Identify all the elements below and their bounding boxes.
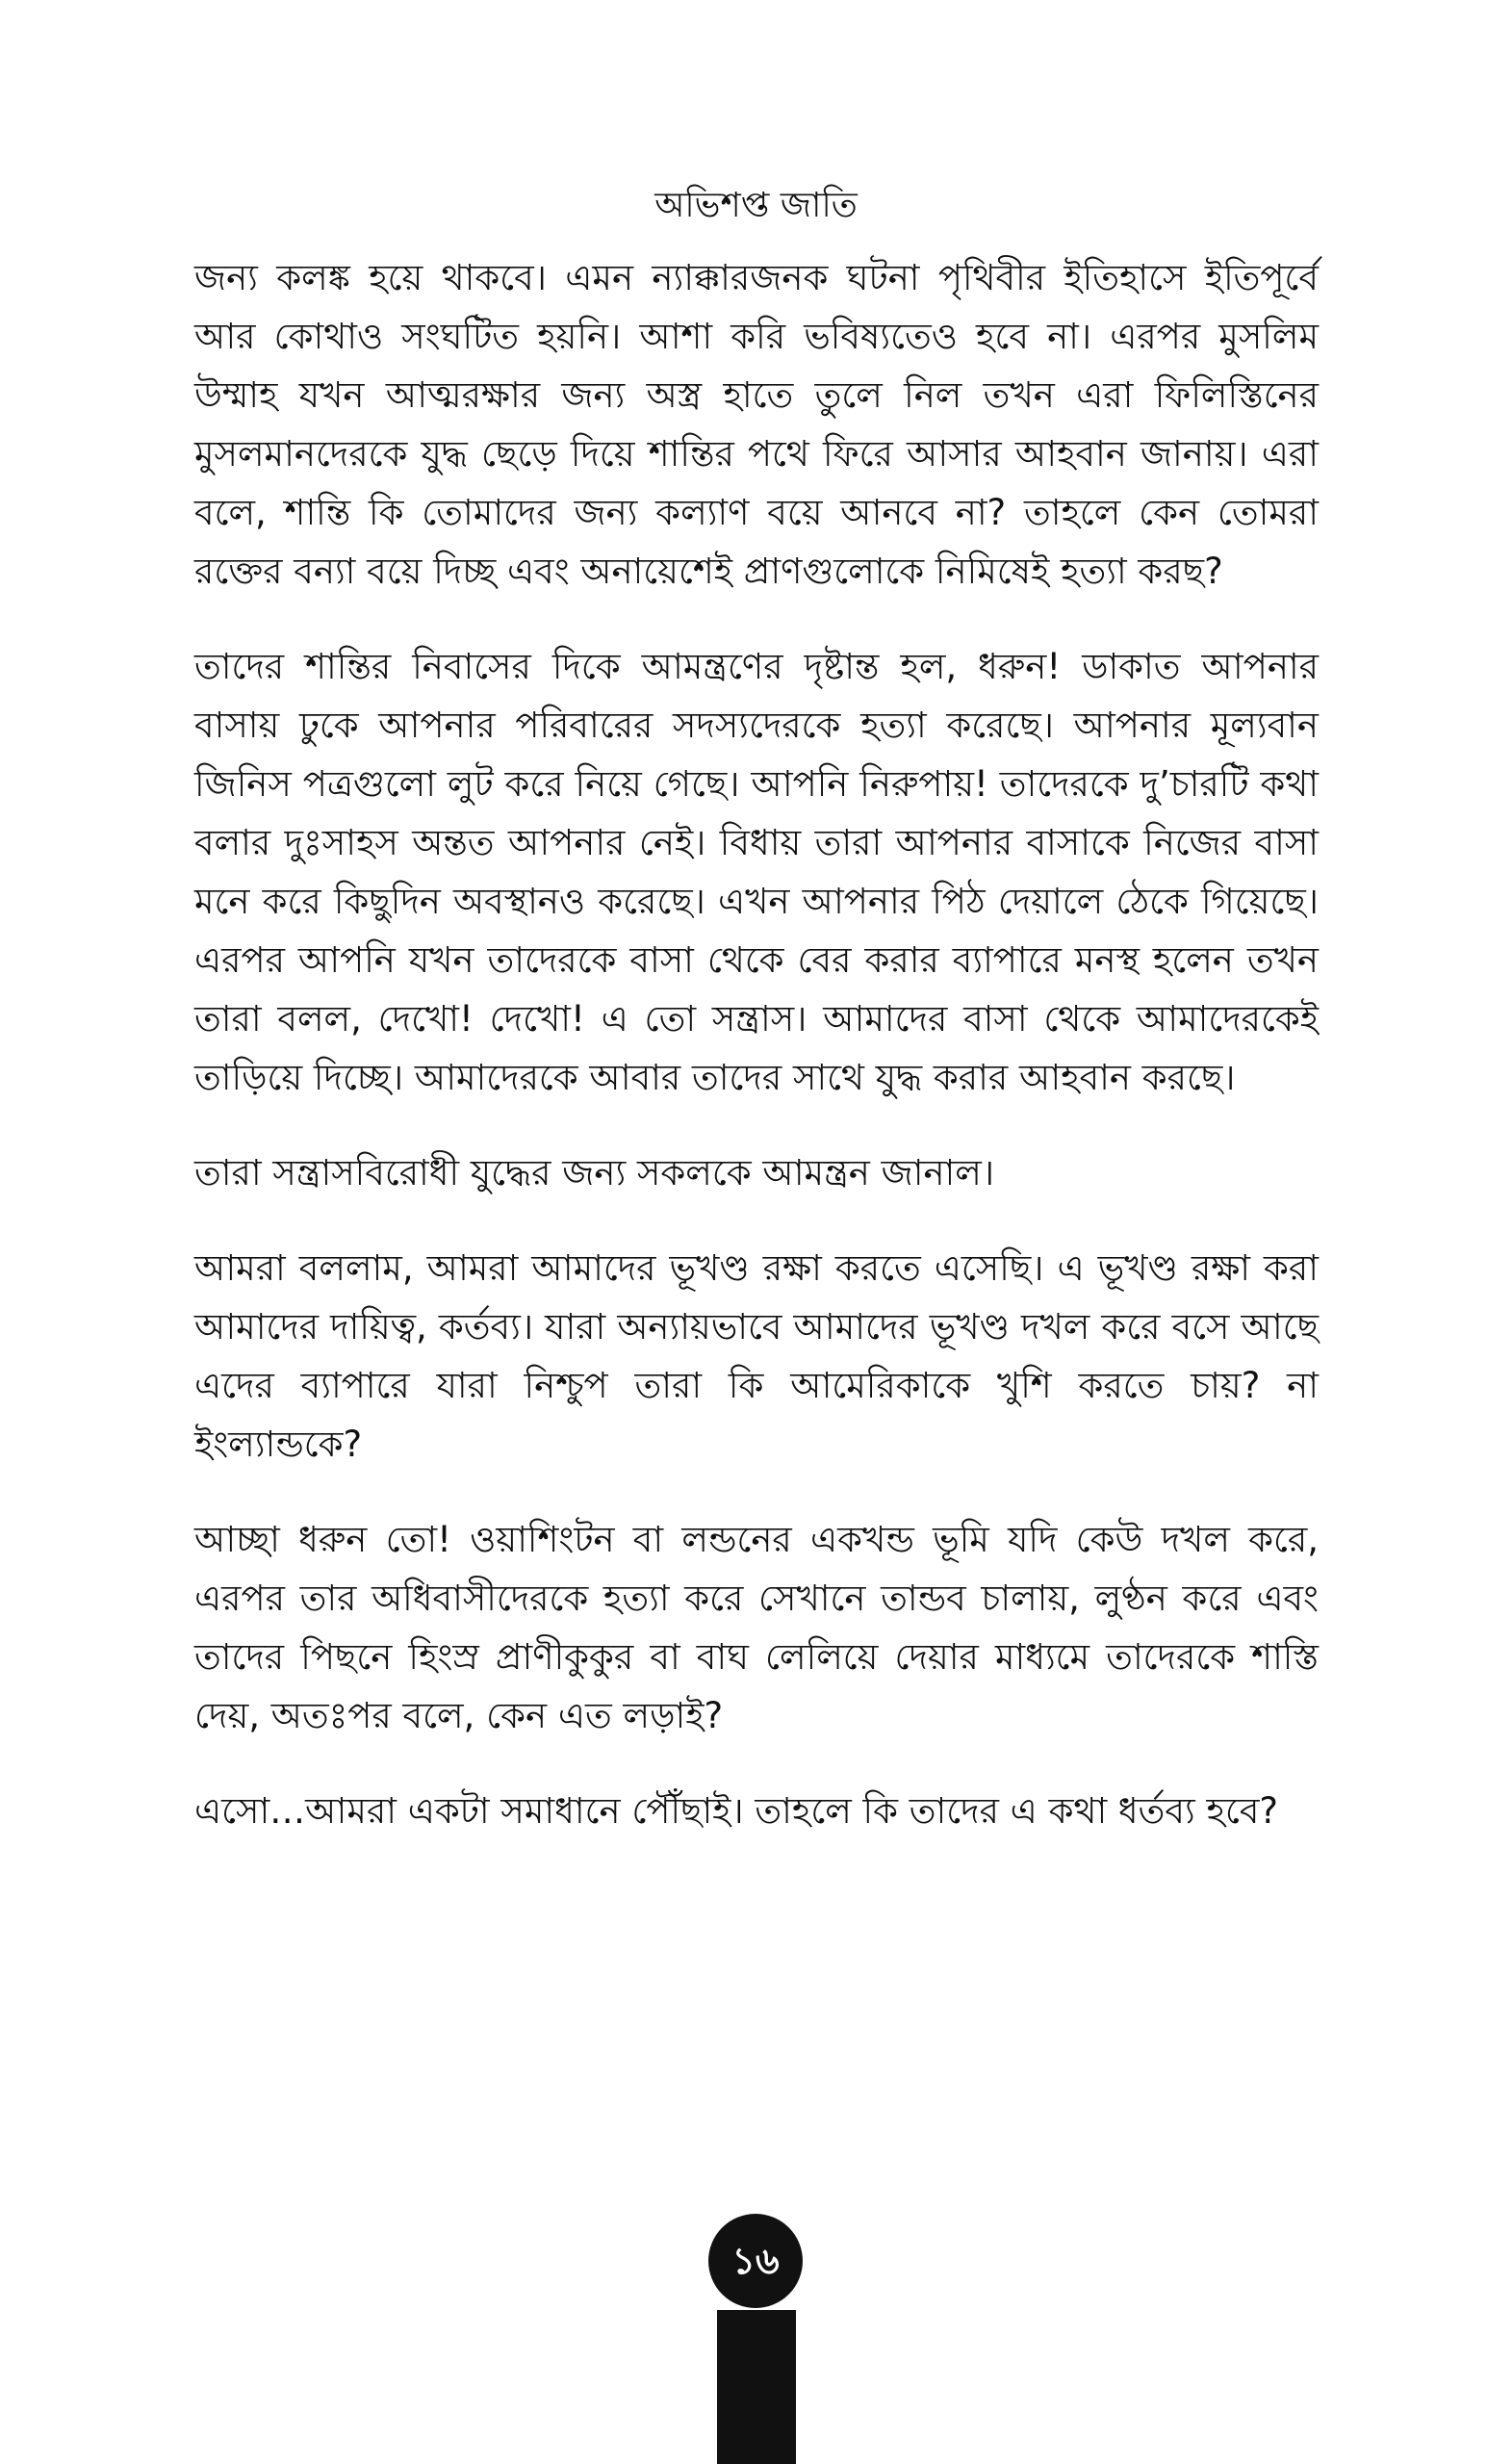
paragraph: আমরা বললাম, আমরা আমাদের ভূখণ্ড রক্ষা করতে এসেছি। এ ভূখণ্ড রক্ষা করা আমাদের দায়িত্ব, কর্তব্য। যারা অন্যায়ভাবে আমাদের ভূখণ্ড দখল করে বসে আছে এদের ব্যাপারে যারা নিশ্চুপ তারা কি আমেরিকাকে খুশি করতে চায়? না ইংল্যান্ডকে? — [194, 1247, 1319, 1465]
paragraph: আচ্ছা ধরুন তো! ওয়াশিংটন বা লন্ডনের একখন্ড ভূমি যদি কেউ দখল করে, এরপর তার অধিবাসীদেরকে হত্যা করে সেখানে তান্ডব চালায়, লুণ্ঠন করে এবং তাদের পিছনে হিংস্র প্রাণীকুকুর বা বাঘ লেলিয়ে দেয়ার মাধ্যমে তাদেরকে শাস্তি দেয়, অতঃপর বলে, কেন এত লড়াই? — [194, 1519, 1319, 1736]
paragraph: জন্য কলঙ্ক হয়ে থাকবে। এমন ন্যাক্কারজনক ঘটনা পৃথিবীর ইতিহাসে ইতিপূর্বে আর কোথাও সংঘটিত হয়নি। আশা করি ভবিষ্যতেও হবে না। এরপর মুসলিম উম্মাহ যখন আত্মরক্ষার জন্য অস্ত্র হাতে তুলে নিল তখন এরা ফিলিস্তিনের মুসলমানদেরকে যুদ্ধ ছেড়ে দিয়ে শান্তির পথে ফিরে আসার আহবান জানায়। এরা বলে, শান্তি কি তোমাদের জন্য কল্যাণ বয়ে আনবে না? তাহলে কেন তোমরা রক্তের বন্যা বয়ে দিচ্ছ এবং অনায়েশেই প্রাণগুলোকে নিমিষেই হত্যা করছ? — [194, 257, 1319, 592]
running-title: অভিশপ্ত জাতি — [654, 186, 858, 225]
page-number: ১৬ — [731, 2240, 780, 2282]
paragraph: তারা সন্ত্রাসবিরোধী যুদ্ধের জন্য সকলকে আমন্ত্রন জানাল। — [194, 1152, 995, 1194]
body-text — [194, 248, 1319, 1877]
paragraph: এসো…আমরা একটা সমাধানে পৌঁছাই। তাহলে কি তাদের এ কথা ধর্তব্য হবে? — [194, 1790, 1279, 1832]
page-number-tab — [717, 2310, 796, 2464]
paragraph: তাদের শান্তির নিবাসের দিকে আমন্ত্রণের দৃষ্টান্ত হল, ধরুন! ডাকাত আপনার বাসায় ঢুকে আপনার পরিবারের সদস্যদেরকে হত্যা করেছে। আপনার মূল্যবান জিনিস পত্রগুলো লুট করে নিয়ে গেছে। আপনি নিরুপায়! তাদেরকে দু’চারটি কথা বলার দুঃসাহস অন্তত আপনার নেই। বিধায় তারা আপনার বাসাকে নিজের বাসা মনে করে কিছুদিন অবস্থানও করেছে। এখন আপনার পিঠ দেয়ালে ঠেকে গিয়েছে। এরপর আপনি যখন তাদেরকে বাসা থেকে বের করার ব্যাপারে মনস্থ হলেন তখন তারা বলল, দেখো! দেখো! এ তো সন্ত্রাস। আমাদের বাসা থেকে আমাদেরকেই তাড়িয়ে দিচ্ছে। আমাদেরকে আবার তাদের সাথে যুদ্ধ করার আহবান করছে। — [194, 646, 1319, 1098]
